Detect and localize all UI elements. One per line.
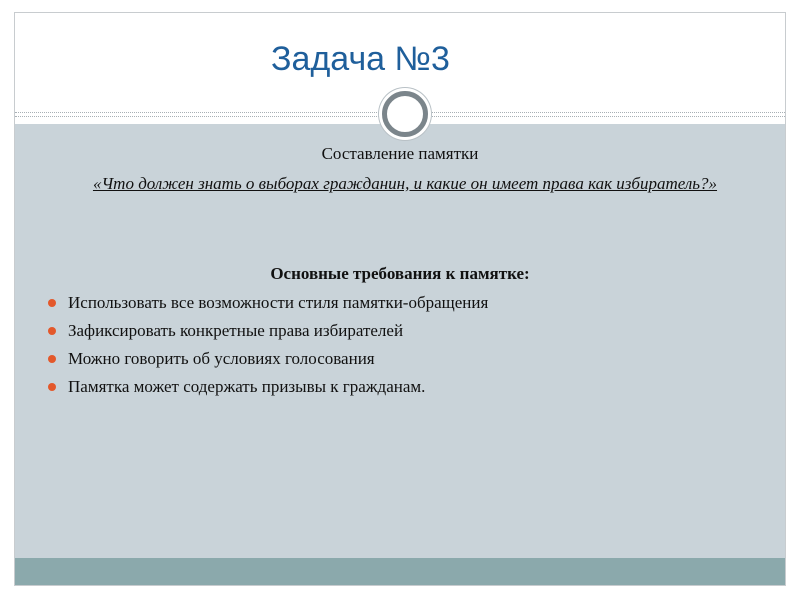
slide-subtitle: Составление памятки	[321, 144, 479, 163]
list-item-text: Можно говорить об условиях голосования	[68, 349, 375, 368]
bullet-dot-icon	[48, 327, 56, 335]
list-item-text: Использовать все возможности стиля памятки-обращения	[68, 293, 489, 312]
ring-icon-center	[389, 98, 421, 130]
list-item-text: Зафиксировать конкретные права избирателей	[68, 321, 404, 340]
slide-title: Задача №3	[271, 40, 450, 78]
slide-body	[15, 124, 785, 558]
ring-icon	[382, 91, 428, 137]
requirements-heading: Основные требования к памятке:	[270, 264, 530, 283]
list-item-text: Памятка может содержать призывы к гражданам.	[68, 377, 426, 396]
slide	[14, 12, 786, 586]
list-item	[15, 373, 785, 401]
bullet-dot-icon	[48, 355, 56, 363]
bullet-dot-icon	[48, 299, 56, 307]
bullet-dot-icon	[48, 383, 56, 391]
list-item	[15, 289, 785, 317]
list-item	[15, 345, 785, 373]
list-item	[15, 317, 785, 345]
quote-text: «Что должен знать о выборах гражданин, и какие он имеет права как избиратель?»	[92, 174, 718, 193]
footer-band	[15, 558, 785, 586]
content-area	[15, 124, 785, 558]
requirements-list	[15, 289, 785, 401]
